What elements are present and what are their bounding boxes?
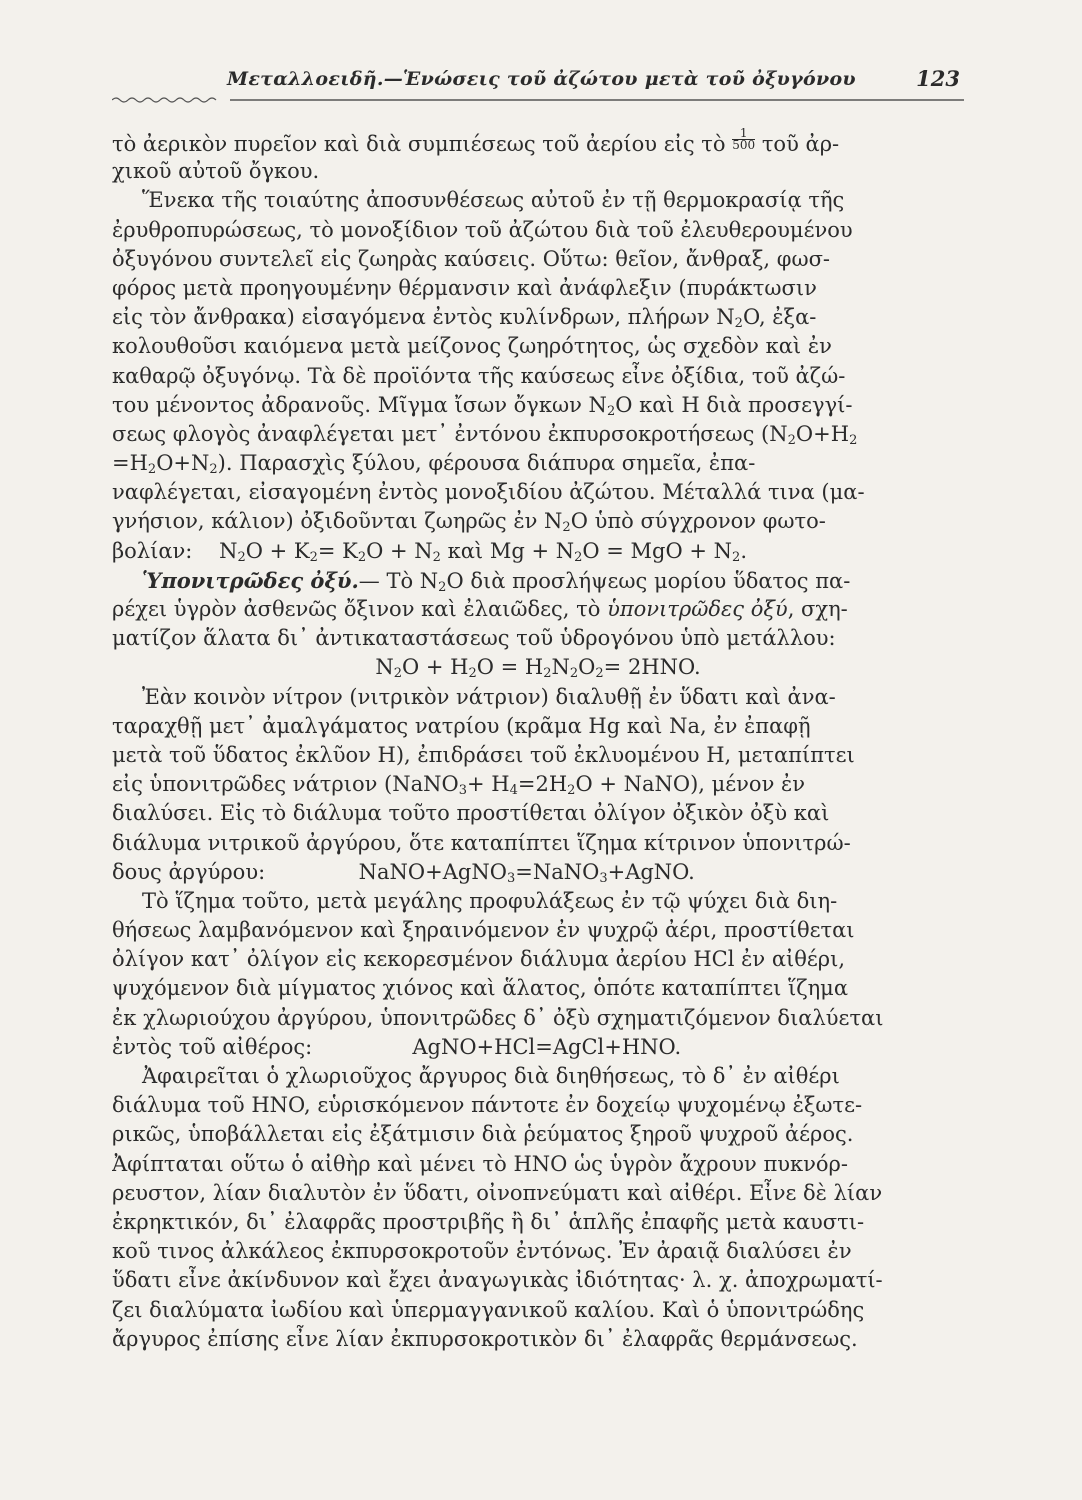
text-line: μετὰ τοῦ ὕδατος ἐκλῦον H), ἐπιδράσει τοῦ ἐκλυομένου H, μεταπίπτει (112, 742, 855, 767)
text-line: ταραχθῇ μετ᾽ ἀμαλγάματος νατρίου (κρᾶμα Hg καὶ Na, ἐν ἐπαφῇ (112, 713, 811, 738)
text-line: ὀξυγόνου συντελεῖ εἰς ζωηρὰς καύσεις. Οὕτω: θεῖον, ἄνθραξ, φωσ- (112, 246, 830, 271)
text-line: διάλυμα νιτρικοῦ ἀργύρου, ὅτε καταπίπτει ἵζημα κίτρινον ὑπονιτρώ- (112, 830, 851, 855)
text-line: δους ἀργύρου: NaNO+AgNO$_3$=NaNO$_3$+AgNO. (112, 859, 695, 886)
text-line: Ἕνεκα τῆς τοιαύτης ἀποσυνθέσεως αὐτοῦ ἐν τῇ θερμοκρασίᾳ τῆς (142, 188, 845, 213)
text-line: διάλυμα τοῦ HNO, εὑρισκόμενον πάντοτε ἐν δοχείῳ ψυχομένῳ ἐξωτε- (112, 1093, 863, 1118)
text-line: ματίζον ἅλατα δι᾽ ἀντικαταστάσεως τοῦ ὑδρογόνου ὑπὸ μετάλλου: (112, 626, 836, 651)
text-line: γνήσιον, κάλιον) ὀξιδοῦνται ζωηρῶς ἐν $N_2O$ ὑπὸ σύγχρονον φωτο- (112, 509, 826, 536)
text-line: ἄργυρος ἐπίσης εἶνε λίαν ἐκπυρσοκροτικὸν δι᾽ ἐλαφρᾶς θερμάνσεως. (112, 1326, 858, 1351)
section-heading: Ὑπονιτρῶδες ὀξύ. (142, 567, 359, 593)
text-line: εἰς τὸν ἄνθρακα) εἰσαγόμενα ἐντὸς κυλίνδρων, πλήρων $N_2O$, ἐξα- (112, 305, 817, 332)
text-line: ὕδατι εἶνε ἀκίνδυνον καὶ ἔχει ἀναγωγικὰς ἰδιότητας· λ. χ. ἀποχρωματί- (112, 1268, 883, 1293)
text-line: ζει διαλύματα ἰωδίου καὶ ὑπερμαγγανικοῦ καλίου. Καὶ ὁ ὑπονιτρώδης (112, 1297, 865, 1322)
text-line: ρευστον, λίαν διαλυτὸν ἐν ὕδατι, οἰνοπνεύματι καὶ αἰθέρι. Εἶνε δὲ λίαν (112, 1180, 883, 1205)
text-line: χικοῦ αὐτοῦ ὄγκου. (112, 159, 320, 184)
text-line: Ὑπονιτρῶδες ὀξύ.— Τὸ $N_2O$ διὰ προσλήψεως μορίου ὕδατος πα- (142, 567, 851, 595)
text-line: Τὸ ἵζημα τοῦτο, μετὰ μεγάλης προφυλάξεως ἐν τῷ ψύχει διὰ διη- (142, 888, 838, 913)
text-line: ρέχει ὑγρὸν ἀσθενῶς ὄξινον καὶ ἐλαιῶδες, τὸ ὑπονιτρῶδες ὀξύ, σχη- (112, 597, 848, 621)
text-line: θήσεως λαμβανόμενον καὶ ξηραινόμενον ἐν ψυχρῷ ἀέρι, προστίθεται (112, 918, 855, 943)
text-line: $=H_2O+N_2$). Παρασχὶς ξύλου, φέρουσα διάπυρα σημεῖα, ἐπα- (112, 451, 756, 478)
fraction: $\frac{1}{500}$ (732, 128, 756, 152)
text-line: ἐρυθροπυρώσεως, τὸ μονοξίδιον τοῦ ἀζώτου διὰ τοῦ ἐλευθερουμένου (112, 217, 853, 242)
text-line: Ἀφίπταται οὕτω ὁ αἰθὴρ καὶ μένει τὸ HNO ὡς ὑγρὸν ἄχρουν πυκνόρ- (112, 1151, 848, 1176)
running-header (112, 64, 964, 104)
text-line: του μένοντος ἀδρανοῦς. Μῖγμα ἴσων ὄγκων $N_2O$ καὶ H διὰ προσεγγί- (112, 392, 853, 419)
text-line: εἰς ὑπονιτρῶδες νάτριον (NaNO$_3$+ $H_4=2H_2O$ + NaNO), μένον ἐν (112, 772, 806, 799)
text-line: Ἀφαιρεῖται ὁ χλωριοῦχος ἄργυρος διὰ διηθήσεως, τὸ δ᾽ ἐν αἰθέρι (142, 1064, 840, 1088)
text-line: διαλύσει. Εἰς τὸ διάλυμα τοῦτο προστίθεται ὀλίγον ὀξικὸν ὀξὺ καὶ (112, 801, 830, 826)
text-line: σεως φλογὸς ἀναφλέγεται μετ᾽ ἐντόνου ἐκπυρσοκροτήσεως ($N_2O+H_2$ (112, 421, 858, 448)
text-line: κολουθοῦσι καιόμενα μετὰ μείζονος ζωηρότητος, ὡς σχεδὸν καὶ ἐν (112, 334, 832, 359)
text-line: τὸ ἀερικὸν πυρεῖον καὶ διὰ συμπιέσεως τοῦ ἀερίου εἰς τὸ $\frac{1}{500}$ τοῦ ἀρ- (112, 128, 840, 156)
text-line: καθαρῷ ὀξυγόνῳ. Τὰ δὲ προϊόντα τῆς καύσεως εἶνε ὀξίδια, τοῦ ἀζώ- (112, 363, 846, 388)
header-wavy-rule (112, 96, 964, 104)
text-line: ἐντὸς τοῦ αἰθέρος: AgNO+HCl=AgCl+HNO. (112, 1034, 682, 1059)
text-line: βολίαν: $N_2O + K_2= K_2O + N_2$ καὶ $Mg + N_2O$ = MgO + $N_2$. (112, 538, 748, 565)
text-line: ρικῶς, ὑποβάλλεται εἰς ἐξάτμισιν διὰ ῥεύματος ξηροῦ ψυχροῦ ἀέρος. (112, 1122, 854, 1147)
text-line: ναφλέγεται, εἰσαγομένη ἐντὸς μονοξιδίου ἀζώτου. Μέταλλά τινα (μα- (112, 480, 865, 505)
page-number: 123 (916, 66, 960, 91)
text-line: φόρος μετὰ προηγουμένην θέρμανσιν καὶ ἀνάφλεξιν (πυράκτωσιν (112, 275, 817, 300)
text-line: ὀλίγον κατ᾽ ὀλίγον εἰς κεκορεσμένον διάλυμα ἀερίου HCl ἐν αἰθέρι, (112, 947, 846, 972)
body-text (112, 128, 964, 1354)
running-title: Μεταλλοειδῆ.—Ἑνώσεις τοῦ ἀζώτου μετὰ τοῦ ὀξυγόνου (227, 68, 856, 90)
formula-line: $N_2O + H_2O = H_2N_2O_2= 2HNO$. (375, 655, 701, 682)
text-line: κοῦ τινος ἀλκάλεος ἐκπυρσοκροτοῦν ἐντόνως. Ἐν ἀραιᾷ διαλύσει ἐν (112, 1239, 852, 1264)
text-line: ἐκ χλωριούχου ἀργύρου, ὑπονιτρῶδες δ᾽ ὀξὺ σχηματιζόμενον διαλύεται (112, 1005, 884, 1030)
text-line: ψυχόμενον διὰ μίγματος χιόνος καὶ ἅλατος, ὁπότε καταπίπτει ἵζημα (112, 976, 849, 1001)
text-line: Ἐὰν κοινὸν νίτρον (νιτρικὸν νάτριον) διαλυθῇ ἐν ὕδατι καὶ ἀνα- (142, 684, 836, 709)
text-line: ἐκρηκτικόν, δι᾽ ἐλαφρᾶς προστριβῆς ἢ δι᾽ ἁπλῆς ἐπαφῆς μετὰ καυστι- (112, 1209, 865, 1234)
